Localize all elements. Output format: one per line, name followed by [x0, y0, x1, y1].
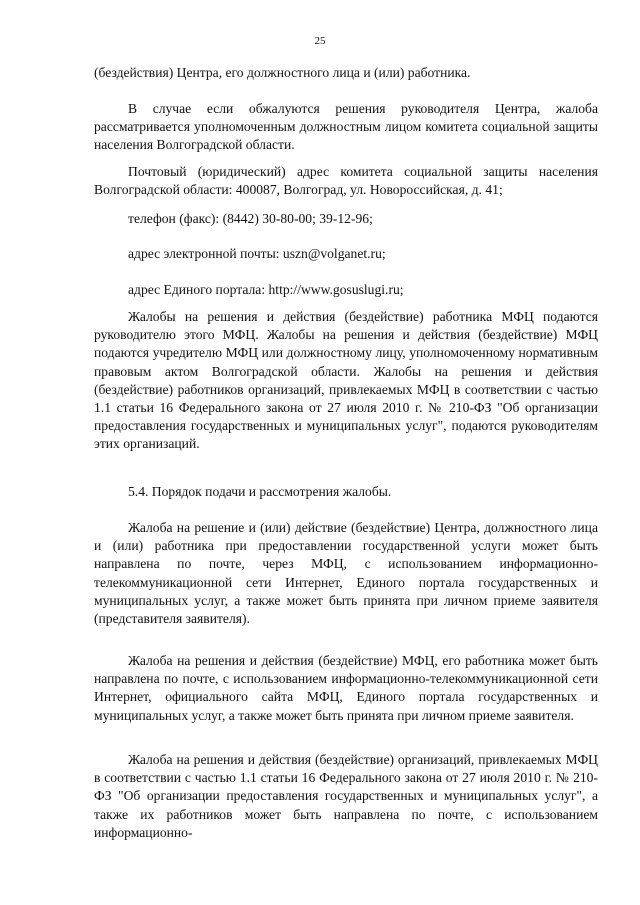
paragraph-9: Жалоба на решения и действия (бездействие) МФЦ, его работника может быть направлена по почте, с использованием информационно-телекоммуникационной сети Интернет, официального сайта МФЦ, Единого портала государственных и муниципальных услуг, а также может быть принята при личном приеме заявителя.	[94, 653, 598, 723]
paragraph-3: Почтовый (юридический) адрес комитета социальной защиты населения Волгоградской области: 400087, Волгоград, ул. Новороссийская, д. 41;	[94, 164, 598, 198]
page-number: 25	[314, 35, 326, 47]
paragraph-8: Жалоба на решение и (или) действие (бездействие) Центра, должностного лица и (или) работника при предоставлении государственной услуги может быть направлена по почте, через МФЦ, с использованием информационно-телекоммуникационной сети Интернет, Единого портала государственных и муниципальных услуг, а также может быть принята при личном приеме заявителя (представителя заявителя).	[94, 520, 598, 627]
paragraph-5: адрес электронной почты: uszn@volganet.ru;	[128, 246, 386, 261]
paragraph-2: В случае если обжалуются решения руководителя Центра, жалоба рассматривается уполномоченным должностным лицом комитета социальной защиты населения Волгоградской области.	[94, 101, 598, 153]
paragraph-7: Жалобы на решения и действия (бездействие) работника МФЦ подаются руководителю этого МФЦ. Жалобы на решения и действия (бездействие) МФЦ подаются учредителю МФЦ или должностному лицу, уполномоченному нормативным правовым актом Волгоградской области. Жалобы на решения и действия (бездействие) работников организаций, привлекаемых МФЦ в соответствии с частью 1.1 статьи 16 Федерального закона от 27 июля 2010 г. № 210-ФЗ "Об организации предоставления государственных и муниципальных услуг", подаются руководителям этих организаций.	[94, 309, 598, 452]
paragraph-4: телефон (факс): (8442) 30-80-00; 39-12-96;	[128, 211, 373, 226]
paragraph-1: (бездействия) Центра, его должностного лица и (или) работника.	[94, 65, 471, 80]
paragraph-6: адрес Единого портала: http://www.gosuslugi.ru;	[128, 282, 404, 297]
paragraph-10: Жалоба на решения и действия (бездействие) организаций, привлекаемых МФЦ в соответствии с частью 1.1 статьи 16 Федерального закона от 27 июля 2010 г. № 210-ФЗ "Об организации предоставления государственных и муниципальных услуг", а также их работников может быть направлена по почте, с использованием информационно-	[94, 752, 598, 840]
section-heading-5-4: 5.4. Порядок подачи и рассмотрения жалобы.	[128, 484, 392, 499]
